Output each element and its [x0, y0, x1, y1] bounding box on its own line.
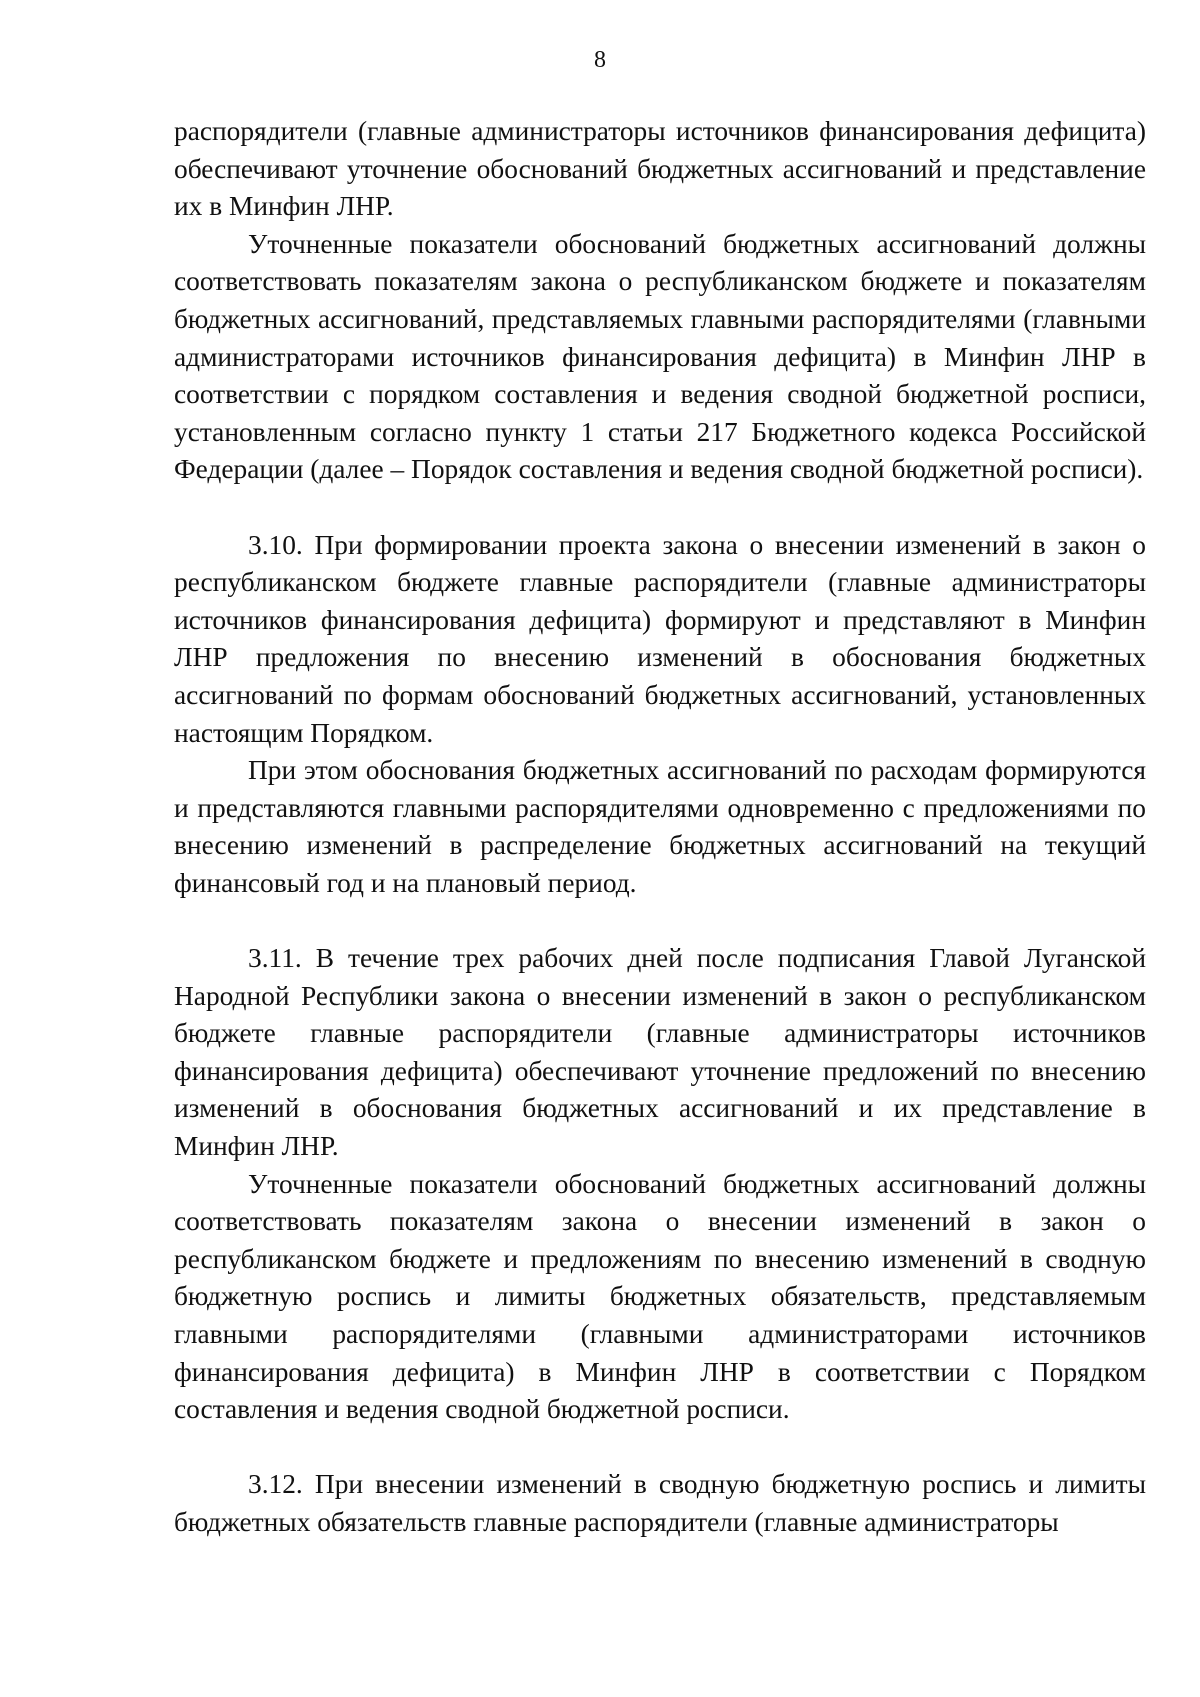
paragraph-continuation: распорядители (главные администраторы источников финансирования дефицита) обеспечивают уточнение обоснований бюджетных ассигнований и представление их в Минфин ЛНР.	[174, 116, 1146, 222]
paragraph-section-3-12: 3.12. При внесении изменений в сводную бюджетную роспись и лимиты бюджетных обязательств главные распорядители (главные администраторы	[174, 1469, 1146, 1537]
paragraph-section-3-11: 3.11. В течение трех рабочих дней после подписания Главой Луганской Народной Республики закона о внесении изменений в закон о республиканском бюджете главные распорядители (главные администраторы источников финансирования дефицита) обеспечивают уточнение предложений по внесению изменений в обоснования бюджетных ассигнований и их представление в Минфин ЛНР.	[174, 943, 1146, 1162]
paragraph-refined-indicators: Уточненные показатели обоснований бюджетных ассигнований должны соответствовать показателям закона о республиканском бюджете и показателям бюджетных ассигнований, представляемых главными распорядителями (главными администраторами источников финансирования дефицита) в Минфин ЛНР в соответствии с порядком составления и ведения сводной бюджетной росписи, установленным согласно пункту 1 статьи 217 Бюджетного кодекса Российской Федерации (далее – Порядок составления и ведения сводной бюджетной росписи).	[174, 228, 1146, 485]
paragraph-expenditure-justifications: При этом обоснования бюджетных ассигнований по расходам формируются и представляются главными распорядителями одновременно с предложениями по внесению изменений в распределение бюджетных ассигнований на текущий финансовый год и на плановый период.	[174, 755, 1146, 898]
document-body	[174, 113, 1146, 1542]
page-number: 8	[594, 47, 606, 73]
paragraph-section-3-10: 3.10. При формировании проекта закона о внесении изменений в закон о республиканском бюджете главные распорядители (главные администраторы источников финансирования дефицита) формируют и представляют в Минфин ЛНР предложения по внесению изменений в обоснования бюджетных ассигнований по формам обоснований бюджетных ассигнований, установленных настоящим Порядком.	[174, 529, 1146, 748]
paragraph-refined-indicators-amendments: Уточненные показатели обоснований бюджетных ассигнований должны соответствовать показателям закона о внесении изменений в закон о республиканском бюджете и предложениям по внесению изменений в сводную бюджетную роспись и лимиты бюджетных обязательств, представляемым главными распорядителями (главными администраторами источников финансирования дефицита) в Минфин ЛНР в соответствии с Порядком составления и ведения сводной бюджетной росписи.	[174, 1168, 1146, 1425]
